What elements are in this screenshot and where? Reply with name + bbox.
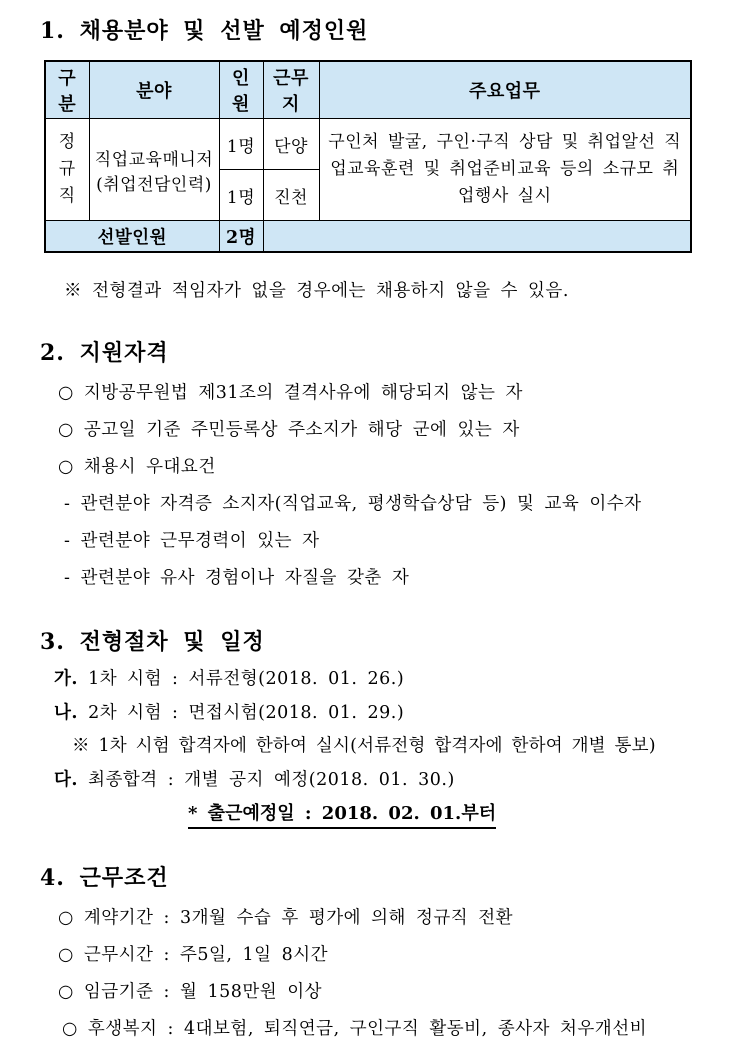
table-row (45, 119, 691, 170)
header-location: 근무지 (263, 61, 319, 119)
cell-total-empty (263, 221, 691, 253)
header-type: 구분 (45, 61, 89, 119)
cell-total-label: 선발인원 (45, 221, 219, 253)
header-field: 분야 (89, 61, 219, 119)
schedule-item-1 (40, 665, 722, 690)
work-condition-item: ○ 임금기준 : 월 158만원 이상 (58, 982, 323, 1002)
schedule-marker: 나. (54, 703, 78, 723)
section1-title: 1. 채용분야 및 선발 예정인원 (40, 18, 369, 44)
cell-employment-type (45, 119, 89, 221)
section4-title: 4. 근무조건 (40, 865, 169, 891)
qualification-item: ○ 채용시 우대요건 (58, 457, 216, 477)
field-line2: (취업전담인력) (96, 174, 212, 195)
recruitment-table (44, 60, 692, 253)
work-condition-item: ○ 근무시간 : 주5일, 1일 8시간 (58, 945, 329, 965)
cell-count-1: 1명 (219, 119, 263, 170)
section3-title: 3. 전형절차 및 일정 (40, 629, 265, 655)
schedule-item-3 (40, 766, 722, 791)
qualification-item: ○ 공고일 기준 주민등록상 주소지가 해당 군에 있는 자 (58, 420, 520, 440)
start-date-underlined: * 출근예정일 : 2018. 02. 01.부터 (188, 799, 496, 829)
work-condition-item: ○ 후생복지 : 4대보험, 퇴직연금, 구인구직 활동비, 종사자 처우개선비 (62, 1019, 648, 1039)
employment-type-label: 정규직 (58, 131, 76, 207)
cell-duties: 구인처 발굴, 구인·구직 상담 및 취업알선 직업교육훈련 및 취업준비교육 등의 소규모 취업행사 실시 (319, 119, 691, 221)
cell-count-2: 1명 (219, 170, 263, 221)
table-header-row (45, 61, 691, 119)
field-line1: 직업교육매니저 (94, 149, 214, 170)
schedule-note: ※ 1차 시험 합격자에 한하여 실시(서류전형 합격자에 한하여 개별 통보) (72, 736, 656, 756)
section2-title: 2. 지원자격 (40, 340, 169, 366)
work-condition-item: ○ 계약기간 : 3개월 수습 후 평가에 의해 정규직 전환 (58, 908, 514, 928)
schedule-marker: 가. (54, 669, 78, 689)
header-count: 인원 (219, 61, 263, 119)
qualification-subitem: - 관련분야 자격증 소지자(직업교육, 평생학습상담 등) 및 교육 이수자 (64, 494, 642, 514)
qualification-subitem: - 관련분야 유사 경험이나 자질을 갖춘 자 (64, 568, 410, 588)
table-total-row (45, 221, 691, 253)
header-duties: 주요업무 (319, 61, 691, 119)
schedule-item-2 (40, 699, 722, 724)
cell-total-count: 2명 (219, 221, 263, 253)
schedule-text: 2차 시험 : 면접시험(2018. 01. 29.) (88, 703, 405, 723)
cell-field (89, 119, 219, 221)
no-hire-note: ※ 전형결과 적임자가 없을 경우에는 채용하지 않을 수 있음. (64, 281, 569, 301)
cell-location-1: 단양 (263, 119, 319, 170)
schedule-text: 최종합격 : 개별 공지 예정(2018. 01. 30.) (88, 770, 455, 790)
cell-location-2: 진천 (263, 170, 319, 221)
qualification-item: ○ 지방공무원법 제31조의 결격사유에 해당되지 않는 자 (58, 383, 523, 403)
qualification-subitem: - 관련분야 근무경력이 있는 자 (64, 531, 320, 551)
schedule-marker: 다. (54, 770, 78, 790)
schedule-text: 1차 시험 : 서류전형(2018. 01. 26.) (88, 669, 405, 689)
